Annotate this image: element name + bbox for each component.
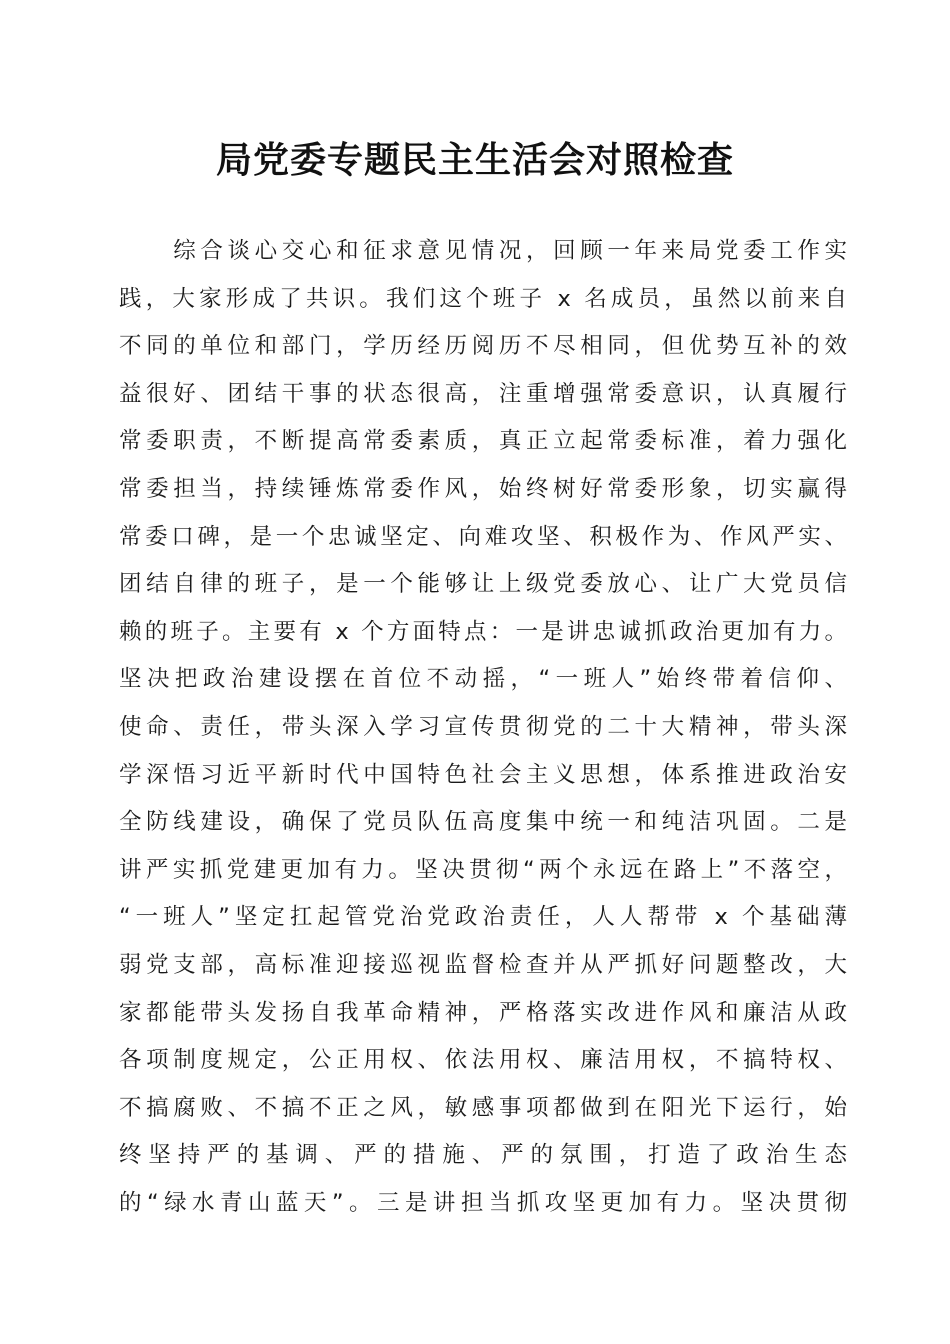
body-line: 践，大家形成了共识。我们这个班子 x 名成员，虽然以前来自 <box>119 285 849 312</box>
body-line: 讲严实抓党建更加有力。坚决贯彻“两个永远在路上”不落空， <box>119 856 849 883</box>
body-line: 学深悟习近平新时代中国特色社会主义思想，体系推进政治安 <box>119 761 849 788</box>
body-line: 的“绿水青山蓝天”。三是讲担当抓攻坚更加有力。坚决贯彻 <box>119 1189 849 1216</box>
body-line: 赖的班子。主要有 x 个方面特点：一是讲忠诚抓政治更加有力。 <box>119 618 849 645</box>
body-line: 家都能带头发扬自我革命精神，严格落实改进作风和廉洁从政 <box>119 999 849 1026</box>
body-line: 各项制度规定，公正用权、依法用权、廉洁用权，不搞特权、 <box>119 1047 849 1074</box>
document-body <box>119 228 849 1227</box>
body-line: 常委职责，不断提高常委素质，真正立起常委标准，着力强化 <box>119 428 849 455</box>
body-line: 弱党支部，高标准迎接巡视监督检查并从严抓好问题整改，大 <box>119 951 849 978</box>
body-line: 坚决把政治建设摆在首位不动摇，“一班人”始终带着信仰、 <box>119 666 849 693</box>
body-line: “一班人”坚定扛起管党治党政治责任，人人帮带 x 个基础薄 <box>119 904 849 931</box>
body-line: 全防线建设，确保了党员队伍高度集中统一和纯洁巩固。二是 <box>119 809 849 836</box>
body-line: 常委口碑，是一个忠诚坚定、向难攻坚、积极作为、作风严实、 <box>119 523 849 550</box>
body-line: 益很好、团结干事的状态很高，注重增强常委意识，认真履行 <box>119 380 849 407</box>
body-line: 团结自律的班子，是一个能够让上级党委放心、让广大党员信 <box>119 571 849 598</box>
body-line: 综合谈心交心和征求意见情况，回顾一年来局党委工作实 <box>119 238 849 264</box>
body-line: 不搞腐败、不搞不正之风，敏感事项都做到在阳光下运行，始 <box>119 1094 849 1121</box>
body-line: 不同的单位和部门，学历经历阅历不尽相同，但优势互补的效 <box>119 333 849 360</box>
body-line: 使命、责任，带头深入学习宣传贯彻党的二十大精神，带头深 <box>119 713 849 740</box>
body-line: 终坚持严的基调、严的措施、严的氛围，打造了政治生态 <box>119 1142 849 1169</box>
document-title: 局党委专题民主生活会对照检查 <box>215 139 734 181</box>
body-line: 常委担当，持续锤炼常委作风，始终树好常委形象，切实赢得 <box>119 475 849 502</box>
